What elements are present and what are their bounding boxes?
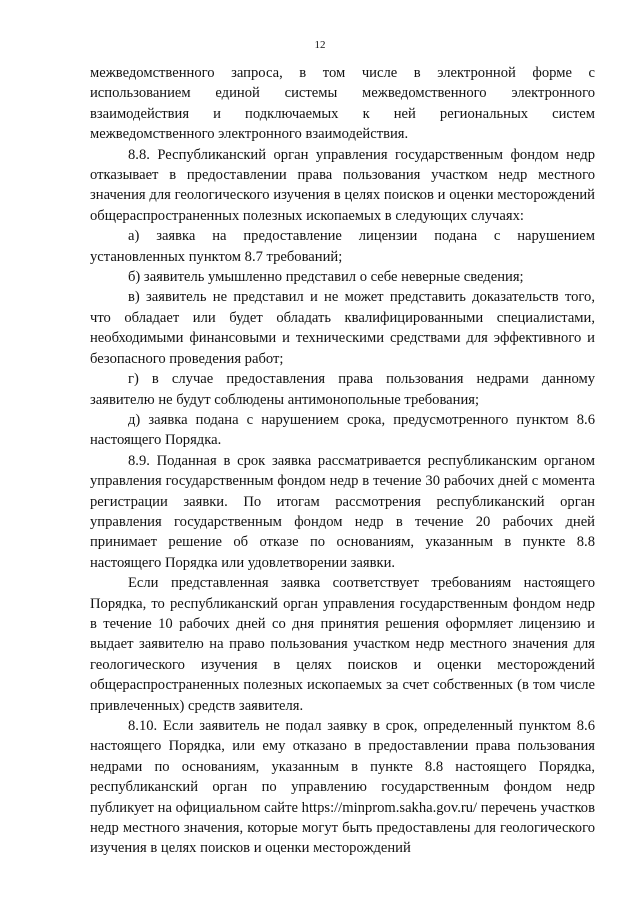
paragraph-8-10: 8.10. Если заявитель не подал заявку в срок, определенный пунктом 8.6 настоящего Порядка, или ему отказано в предоставлении права пользования недрами по основаниям, указанным в пункте 8.8 настоящего Порядка, республиканский орган по управлению государственным фондом недр публикует на официальном сайте https://minprom.sakha.gov.ru/ перечень участков недр местного значения, которые могут быть предоставлены для геологического изучения в целях поисков и оценки месторождений [90, 718, 595, 857]
list-item-g: г) в случае предоставления права пользования недрами данному заявителю не будут соблюдены антимонопольные требования; [90, 371, 595, 408]
list-item-a: а) заявка на предоставление лицензии подана с нарушением установленных пунктом 8.7 требований; [90, 228, 595, 265]
list-item-d: д) заявка подана с нарушением срока, предусмотренного пунктом 8.6 настоящего Порядка. [90, 411, 595, 449]
document-body [90, 63, 595, 859]
paragraph-continuation: межведомственного запроса, в том числе в электронной форме с использованием единой системы межведомственного электронного взаимодействия и подключаемых к ней региональных систем межведомственного электронного взаимодействия. [90, 65, 595, 143]
list-item-b: б) заявитель умышленно представил о себе неверные сведения; [128, 269, 524, 286]
paragraph-8-9-continued: Если представленная заявка соответствует требованиям настоящего Порядка, то республиканский орган управления государственным фондом недр в течение 10 рабочих дней со дня принятия решения оформляет лицензию и выдает заявителю на право пользования участком недр местного значения для геологического изучения в целях поисков и оценки месторождений общераспространенных полезных ископаемых за счет собственных (в том числе привлеченных) средств заявителя. [90, 575, 595, 714]
list-item-v: в) заявитель не представил и не может представить доказательств того, что обладает или будет обладать квалифицированными специалистами, необходимыми финансовыми и техническими средствами для эффективного и безопасного проведения работ; [90, 289, 595, 367]
paragraph-8-8: 8.8. Республиканский орган управления государственным фондом недр отказывает в предоставлении права пользования участком недр местного значения для геологического изучения в целях поисков и оценки месторождений общераспространенных полезных ископаемых в следующих случаях: [90, 146, 595, 224]
paragraph-8-9: 8.9. Поданная в срок заявка рассматривается республиканским органом управления государственным фондом недр в течение 30 рабочих дней с момента регистрации заявки. По итогам рассмотрения республиканский орган управления государственным фондом недр в течение 20 рабочих дней принимает решение об отказе по основаниям, указанным в пункте 8.8 настоящего Порядка или удовлетворении заявки. [90, 452, 595, 571]
page-number: 12 [314, 39, 326, 51]
